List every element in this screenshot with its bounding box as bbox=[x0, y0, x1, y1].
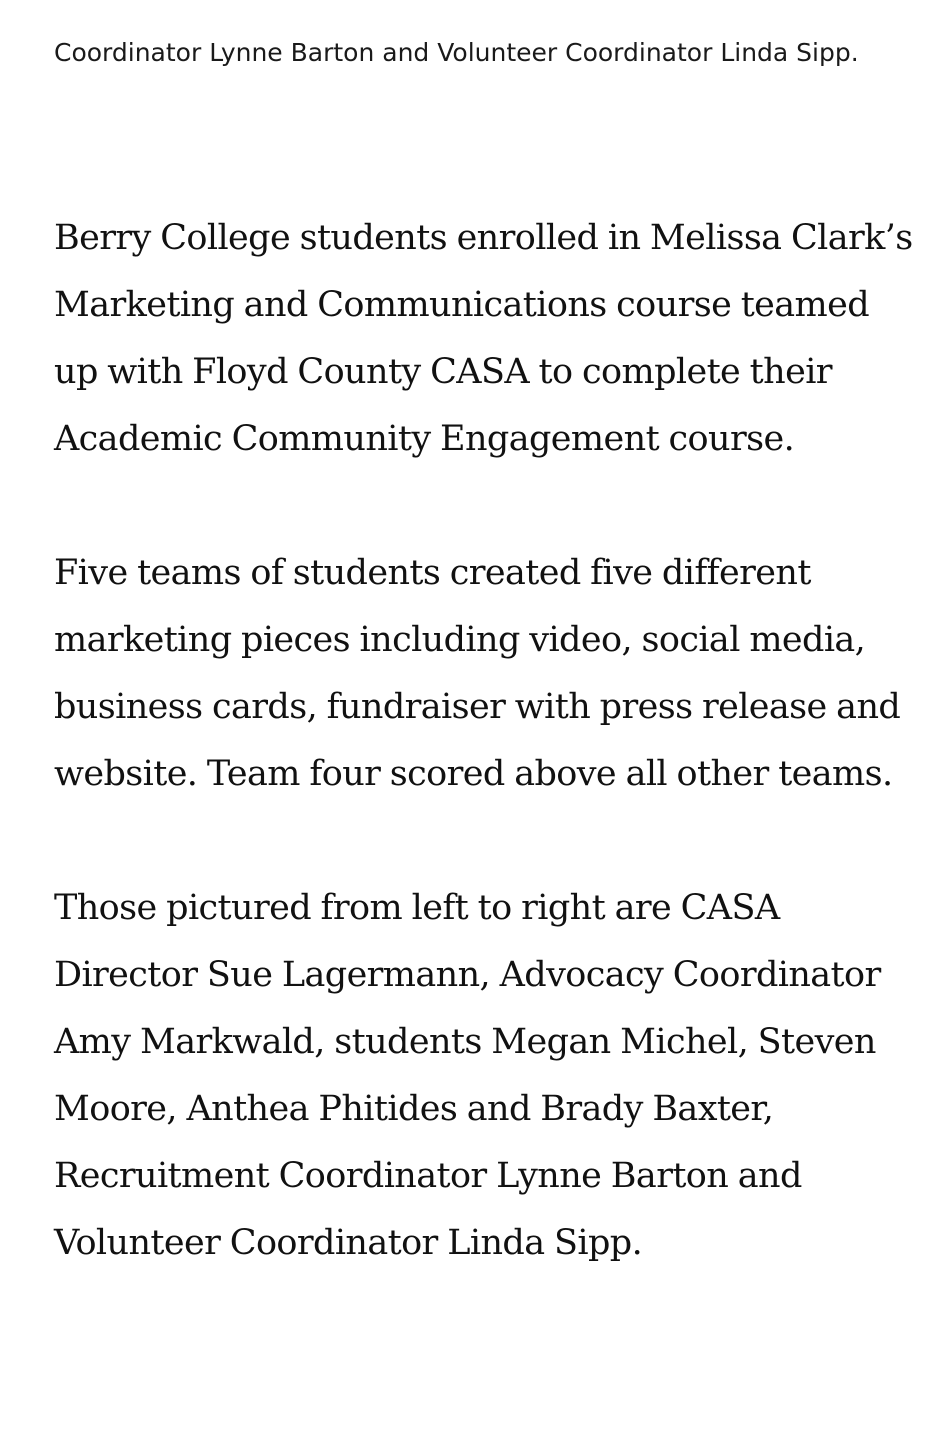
article-paragraph-1: Berry College students enrolled in Melissa Clark’s Marketing and Communications course teamed up with Floyd County CASA to complete their Academic Community Engagement course. bbox=[54, 218, 913, 459]
article-paragraph-2: Five teams of students created five different marketing pieces including video, social media, business cards, fundraiser with press release and website. Team four scored above all other teams. bbox=[54, 553, 901, 794]
article-body bbox=[54, 205, 914, 1277]
photo-caption: Coordinator Lynne Barton and Volunteer Coordinator Linda Sipp. bbox=[54, 38, 859, 67]
article-paragraph-3: Those pictured from left to right are CASA Director Sue Lagermann, Advocacy Coordinator Amy Markwald, students Megan Michel, Steven Moore, Anthea Phitides and Brady Baxter, Recruitment Coordinator Lynne Barton and Volunteer Coordinator Linda Sipp. bbox=[54, 888, 881, 1263]
